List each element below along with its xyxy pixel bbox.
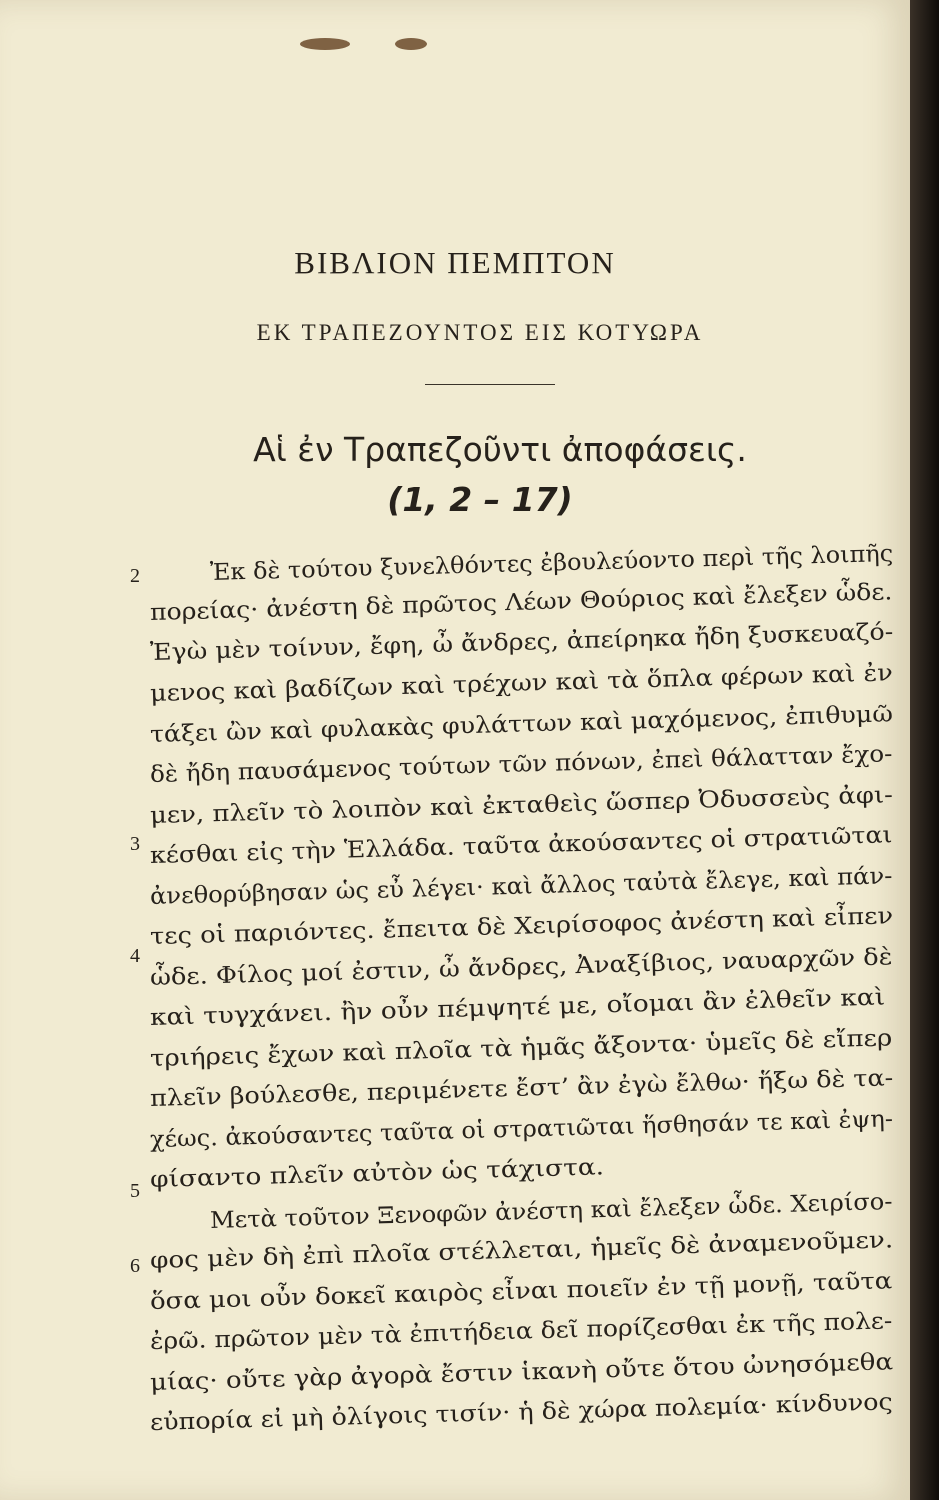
book-subtitle: ΕΚ ΤΡΑΠΕΖΟΥΝΤΟΣ ΕΙΣ ΚΟΤΥΩΡΑ [256, 320, 704, 345]
text-line: μεν, πλεῖν τὸ λοιπὸν καὶ ἐκταθεὶς ὥσπερ Ὀδυσσεὺς ἀφι- [149, 782, 894, 829]
text-line: ἀνεθορύβησαν ὡς εὖ λέγει· καὶ ἄλλος ταὐτὰ ἔλεγε, καὶ πάν- [149, 863, 893, 910]
paragraph-number: 6 [130, 1255, 140, 1277]
text-line: Μετὰ τοῦτον Ξενοφῶν ἀνέστη καὶ ἔλεξεν ὧδε. Χειρίσο- [209, 1188, 893, 1234]
text-line: φος μὲν δὴ ἐπὶ πλοῖα στέλλεται, ἡμεῖς δὲ ἀναμενοῦμεν. [149, 1227, 894, 1274]
paragraph-number: 2 [130, 565, 140, 587]
ink-stain [300, 38, 350, 50]
text-line: χέως. ἀκούσαντες ταῦτα οἱ στρατιῶται ἥσθησάν τε καὶ ἐψη- [149, 1106, 894, 1153]
text-line: πλεῖν βούλεσθε, περιμένετε ἔστ’ ἂν ἐγὼ ἔλθω· ἥξω δὲ τα- [149, 1065, 894, 1112]
text-line: τες οἱ παριόντες. ἔπειτα δὲ Χειρίσοφος ἀνέστη καὶ εἶπεν [149, 903, 894, 950]
paragraph-number: 4 [130, 945, 140, 967]
section-reference: (1, 2 – 17) [387, 480, 573, 519]
text-line: πορείας· ἀνέστη δὲ πρῶτος Λέων Θούριος καὶ ἔλεξεν ὧδε. [149, 579, 893, 626]
text-line: μενος καὶ βαδίζων καὶ τρέχων καὶ τὰ ὅπλα φέρων καὶ ἐν [149, 660, 894, 707]
title-divider [425, 384, 555, 385]
paragraph-number: 3 [130, 833, 140, 855]
text-line: κέσθαι εἰς τὴν Ἑλλάδα. ταῦτα ἀκούσαντες οἱ στρατιῶται [149, 822, 893, 869]
text-line: τάξει ὢν καὶ φυλακὰς φυλάττων καὶ μαχόμενος, ἐπιθυμῶ [149, 701, 894, 748]
text-line: δὲ ἤδη παυσάμενος τούτων τῶν πόνων, ἐπεὶ θάλατταν ἔχο- [149, 741, 893, 788]
text-line: ἐρῶ. πρῶτον μὲν τὰ ἐπιτήδεια δεῖ πορίζεσθαι ἐκ τῆς πολε- [149, 1308, 893, 1355]
book-title: ΒΙΒΛΙΟΝ ΠΕΜΠΤΟΝ [294, 245, 616, 280]
text-line: εὐπορία εἰ μὴ ὀλίγοις τισίν· ἡ δὲ χώρα πολεμία· κίνδυνος [149, 1389, 894, 1436]
text-line: τριήρεις ἔχων καὶ πλοῖα τὰ ἡμᾶς ἄξοντα· ὑμεῖς δὲ εἴπερ [149, 1025, 893, 1072]
text-line: φίσαντο πλεῖν αὐτὸν ὡς τάχιστα. [149, 1154, 605, 1193]
text-line: Ἐκ δὲ τούτου ξυνελθόντες ἐβουλεύοντο περὶ τῆς λοιπῆς [209, 540, 894, 586]
section-heading: Αἱ ἐν Τραπεζοῦντι ἀποφάσεις. [253, 430, 747, 469]
page-edge-shadow [910, 0, 939, 1500]
ink-stain [395, 38, 427, 50]
paragraph-number: 5 [130, 1180, 140, 1202]
text-line: ὧδε. Φίλος μοί ἐστιν, ὦ ἄνδρες, Ἀναξίβιος, ναυαρχῶν δὲ [149, 944, 893, 991]
text-line: Ἐγὼ μὲν τοίνυν, ἔφη, ὦ ἄνδρες, ἀπείρηκα ἤδη ξυσκευαζό- [149, 619, 894, 666]
text-line: ὅσα μοι οὖν δοκεῖ καιρὸς εἶναι ποιεῖν ἐν τῇ μονῇ, ταῦτα [149, 1268, 893, 1315]
text-line: καὶ τυγχάνει. ἢν οὖν πέμψητέ με, οἴομαι ἂν ἐλθεῖν καὶ [149, 984, 886, 1031]
text-line: μίας· οὔτε γὰρ ἀγορὰ ἔστιν ἱκανὴ οὔτε ὅτου ὠνησόμεθα [149, 1349, 894, 1396]
